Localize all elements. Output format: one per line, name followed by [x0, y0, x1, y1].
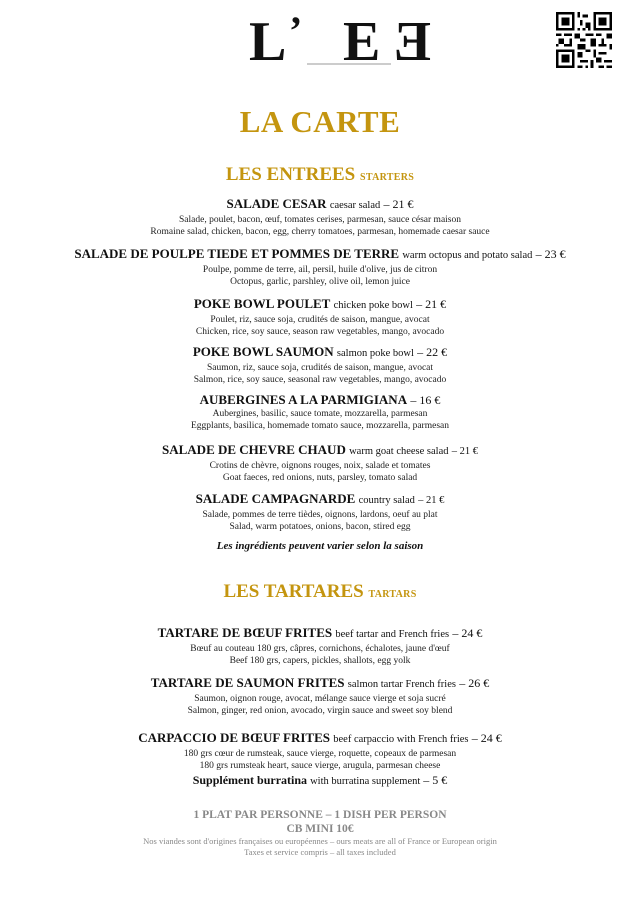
- item-desc-en: Eggplants, basilica, homemade tomato sauce, mozzarella, parmesan: [191, 421, 449, 431]
- svg-text:E: E: [393, 11, 431, 73]
- menu-item-poke-bowl-poulet: [0, 296, 640, 338]
- footer-meat-origin: Nos viandes sont d'origines françaises ou européennes – ours meats are all of France or European origin: [143, 836, 497, 846]
- qr-code[interactable]: [556, 12, 612, 68]
- item-english: salmon tartar French fries: [347, 679, 456, 690]
- section-heading-entrees: [0, 164, 640, 186]
- footer-taxes: Taxes et service compris – all taxes included: [244, 847, 396, 857]
- footer-dish-per-person: 1 PLAT PAR PERSONNE – 1 DISH PER PERSON: [193, 809, 447, 821]
- qr-code-icon: [556, 12, 612, 68]
- supplement-price: – 5 €: [423, 773, 448, 787]
- item-price: – 23 €: [535, 247, 566, 261]
- item-desc-en: Romaine salad, chicken, bacon, egg, cherry tomatoes, parmesan, homemade caesar sauce: [150, 227, 490, 237]
- item-price: – 21 €: [383, 197, 414, 211]
- item-desc-en: Salad, warm potatoes, onions, bacon, stired egg: [229, 522, 411, 532]
- item-name: TARTARE DE BŒUF FRITES: [157, 625, 333, 640]
- item-price: – 22 €: [417, 345, 448, 359]
- item-english: warm goat cheese salad: [349, 446, 449, 457]
- section-title: LES ENTREES: [225, 164, 356, 185]
- item-desc-fr: Aubergines, basilic, sauce tomate, mozzarella, parmesan: [212, 409, 428, 419]
- item-desc-en: Chicken, rice, soy sauce, season raw vegetables, mango, avocado: [195, 327, 445, 337]
- footer-notes: [0, 808, 640, 858]
- item-price: – 26 €: [459, 676, 490, 690]
- item-desc-en: Salmon, rice, soy sauce, seasonal raw vegetables, mango, avocado: [193, 375, 447, 385]
- supplement-english: with burratina supplement: [310, 776, 421, 787]
- seasonal-note: Les ingrédients peuvent varier selon la saison: [216, 540, 424, 552]
- supplement-burratina: [0, 772, 640, 790]
- item-price: – 24 €: [471, 731, 502, 745]
- item-desc-fr: Crotins de chèvre, oignons rouges, noix, salade et tomates: [209, 461, 431, 471]
- item-english: chicken poke bowl: [333, 300, 413, 311]
- menu-item-carpaccio-boeuf: [0, 730, 640, 790]
- item-desc-fr: Poulpe, pomme de terre, ail, persil, huile d'olive, jus de citron: [202, 265, 438, 275]
- page-title: LA CARTE: [239, 104, 401, 139]
- item-english: salmon poke bowl: [336, 348, 414, 359]
- item-price: – 16 €: [410, 393, 441, 407]
- item-name: SALADE DE POULPE TIEDE ET POMMES DE TERRE: [74, 246, 400, 261]
- item-price: – 24 €: [452, 626, 483, 640]
- menu-item-salade-chevre: [0, 442, 640, 484]
- item-name: SALADE DE CHEVRE CHAUD: [162, 442, 346, 457]
- item-name: SALADE CESAR: [226, 196, 327, 211]
- item-desc-en: Octopus, garlic, parshley, olive oil, lemon juice: [230, 277, 410, 287]
- restaurant-logo: [245, 8, 431, 73]
- menu-item-salade-poulpe: [0, 246, 640, 288]
- menu-item-salade-campagnarde: [0, 491, 640, 533]
- item-price: – 21 €: [418, 495, 445, 506]
- svg-text:’: ’: [289, 8, 303, 53]
- item-english: beef carpaccio with French fries: [333, 734, 469, 745]
- item-english: warm octopus and potato salad: [402, 250, 533, 261]
- item-english: country salad: [358, 495, 415, 506]
- menu-item-salade-cesar: [0, 196, 640, 238]
- item-name: POKE BOWL SAUMON: [192, 344, 334, 359]
- menu-item-tartare-saumon: [0, 675, 640, 717]
- item-desc-en: Beef 180 grs, capers, pickles, shallots, egg yolk: [229, 656, 411, 666]
- item-desc-en: 180 grs rumsteak heart, sauce vierge, arugula, parmesan cheese: [199, 761, 441, 771]
- svg-text:L: L: [249, 11, 287, 73]
- item-english: caesar salad: [329, 200, 381, 211]
- section-title: LES TARTARES: [223, 581, 364, 602]
- item-desc-en: Salmon, ginger, red onion, avocado, virgin sauce and sweet soy blend: [187, 706, 453, 716]
- item-name: POKE BOWL POULET: [193, 296, 331, 311]
- item-desc-fr: Saumon, riz, sauce soja, crudités de saison, mangue, avocat: [206, 363, 434, 373]
- item-english: beef tartar and French fries: [335, 629, 450, 640]
- logo-mark-icon: [245, 8, 431, 73]
- supplement-name: Supplément burratina: [192, 773, 308, 787]
- section-heading-tartares: [0, 581, 640, 603]
- item-name: AUBERGINES A LA PARMIGIANA: [199, 392, 408, 407]
- menu-item-poke-bowl-saumon: [0, 344, 640, 386]
- item-desc-fr: Poulet, riz, sauce soja, crudités de saison, mangue, avocat: [210, 315, 430, 325]
- item-desc-fr: Bœuf au couteau 180 grs, câpres, cornichons, échalotes, jaune d'œuf: [190, 644, 450, 654]
- menu-item-aubergines: [0, 392, 640, 432]
- item-name: CARPACCIO DE BŒUF FRITES: [138, 730, 330, 745]
- item-desc-en: Goat faeces, red onions, nuts, parsley, tomato salad: [222, 473, 418, 483]
- item-price: – 21 €: [451, 446, 478, 457]
- item-price: – 21 €: [416, 297, 447, 311]
- section-subtitle: STARTERS: [360, 172, 415, 183]
- item-desc-fr: Salade, pommes de terre tièdes, oignons, lardons, oeuf au plat: [202, 510, 438, 520]
- item-name: TARTARE DE SAUMON FRITES: [150, 675, 345, 690]
- item-desc-fr: 180 grs cœur de rumsteak, sauce vierge, roquette, copeaux de parmesan: [183, 749, 457, 759]
- item-desc-fr: Saumon, oignon rouge, avocat, mélange sauce vierge et soja sucré: [194, 694, 446, 704]
- item-desc-fr: Salade, poulet, bacon, œuf, tomates cerises, parmesan, sauce césar maison: [179, 215, 461, 225]
- item-name: SALADE CAMPAGNARDE: [195, 491, 356, 506]
- svg-text:E: E: [343, 11, 381, 73]
- section-subtitle: TARTARS: [368, 589, 417, 600]
- menu-item-tartare-boeuf: [0, 625, 640, 667]
- footer-card-minimum: CB MINI 10€: [286, 823, 354, 835]
